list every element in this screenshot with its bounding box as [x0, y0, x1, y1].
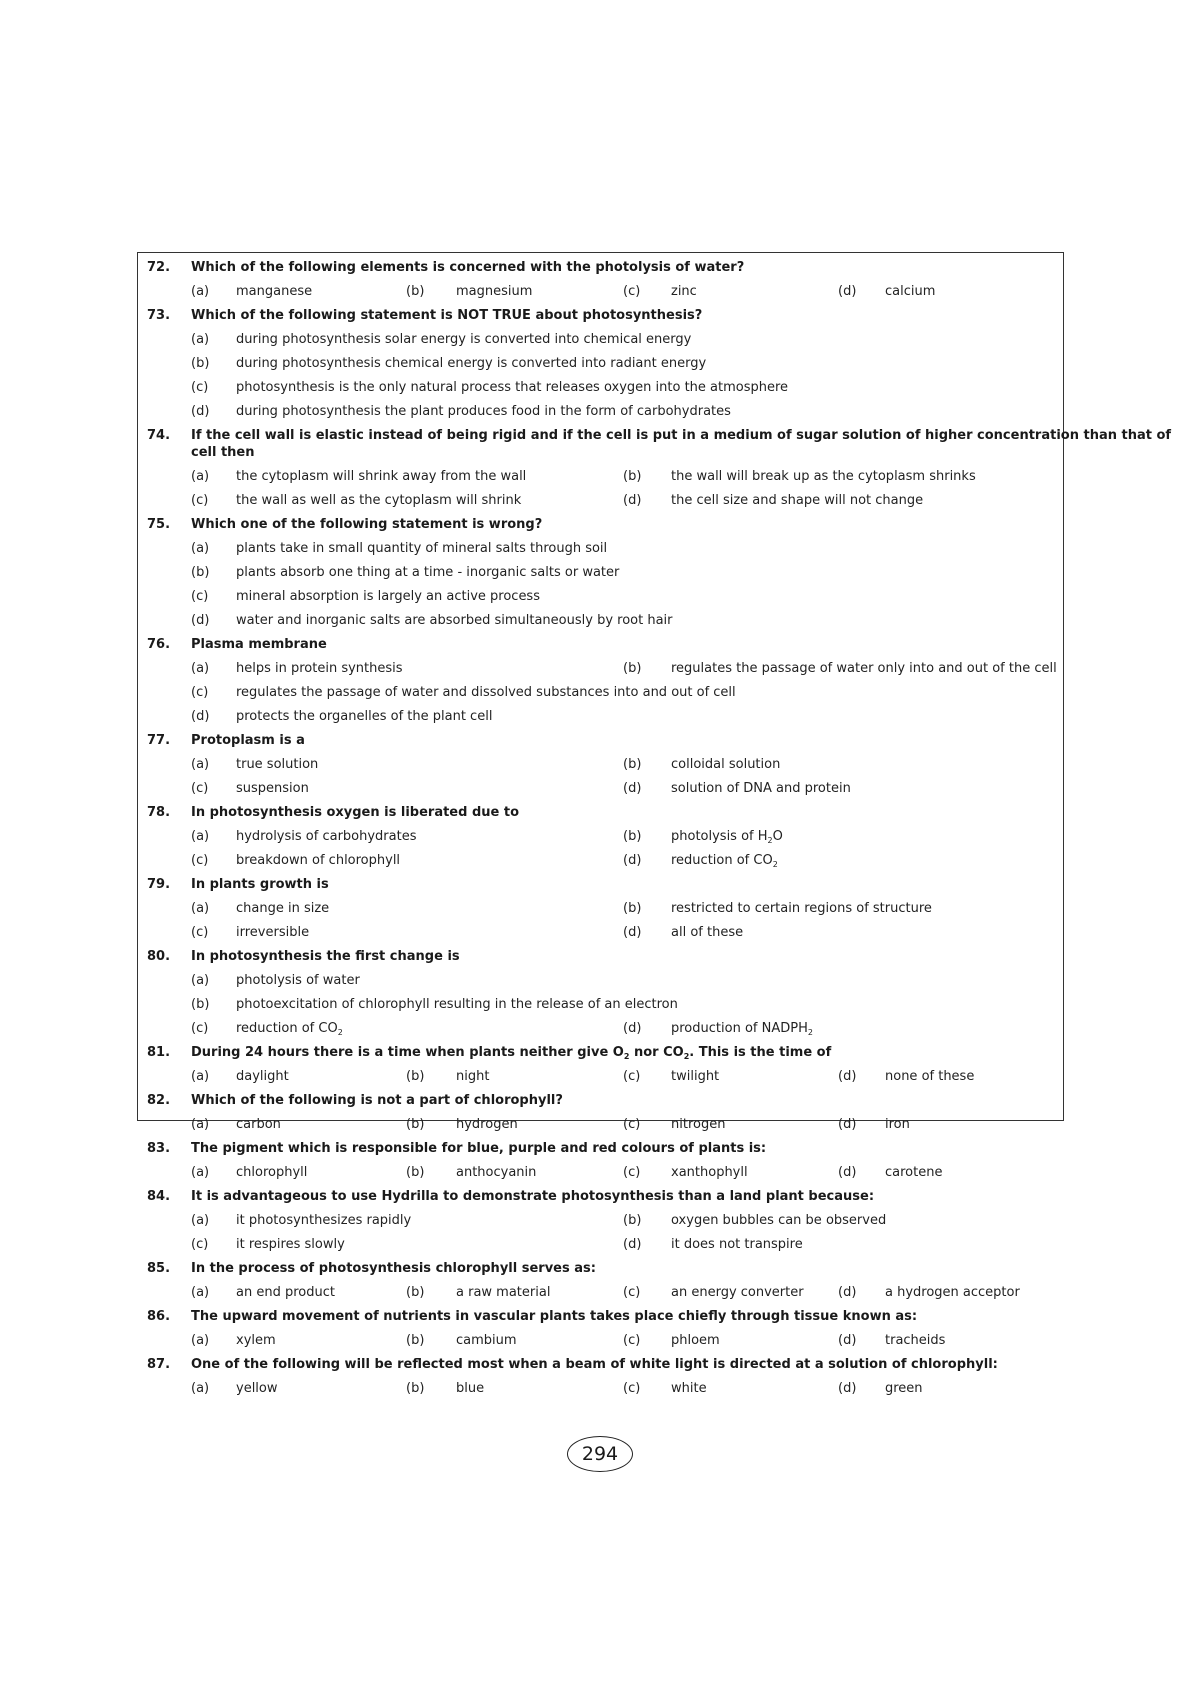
- options-row: [137, 660, 1062, 684]
- option-row: [137, 540, 1062, 564]
- option-text: a hydrogen acceptor: [885, 1285, 1020, 1300]
- options-row: [137, 283, 1062, 307]
- option-text: the cell size and shape will not change: [671, 493, 924, 508]
- option-label: (a): [191, 901, 210, 916]
- option-text: oxygen bubbles can be observed: [671, 1213, 887, 1228]
- option-text: photoexcitation of chlorophyll resulting in the release of an electron: [236, 997, 678, 1012]
- option-text: true solution: [236, 757, 319, 772]
- options-row: [137, 492, 1062, 516]
- option-text: yellow: [236, 1381, 278, 1396]
- options-row: [137, 1332, 1062, 1356]
- option-label: (b): [406, 1333, 425, 1348]
- option-text: it respires slowly: [236, 1237, 345, 1252]
- option-text: it does not transpire: [671, 1237, 803, 1252]
- option-row: [137, 355, 1062, 379]
- option-label: (c): [191, 380, 209, 395]
- option-text: photosynthesis is the only natural process that releases oxygen into the atmosphere: [236, 380, 789, 395]
- question-81: [137, 1044, 1062, 1068]
- question-text: In photosynthesis oxygen is liberated due to: [191, 805, 520, 820]
- options-row: [137, 468, 1062, 492]
- question-number: 75.: [147, 517, 171, 532]
- option-text: suspension: [236, 781, 309, 796]
- question-75: [137, 516, 1062, 540]
- option-text: production of $NADPH_2$: [671, 1021, 813, 1037]
- option-text: the wall as well as the cytoplasm will shrink: [236, 493, 522, 508]
- question-number: 78.: [147, 805, 171, 820]
- option-row: [137, 379, 1062, 403]
- option-label: (a): [191, 541, 210, 556]
- option-label: (d): [838, 284, 857, 299]
- question-84: [137, 1188, 1062, 1212]
- option-text: cambium: [456, 1333, 517, 1348]
- options-row: [137, 1020, 1062, 1044]
- question-83: [137, 1140, 1062, 1164]
- option-text: magnesium: [456, 284, 533, 299]
- options-row: [137, 1380, 1062, 1404]
- option-text: an end product: [236, 1285, 335, 1300]
- option-text: zinc: [671, 284, 697, 299]
- option-label: (d): [838, 1285, 857, 1300]
- option-text: photolysis of water: [236, 973, 360, 988]
- options-row: [137, 780, 1062, 804]
- option-label: (a): [191, 1285, 210, 1300]
- question-77: [137, 732, 1062, 756]
- option-label: (b): [623, 757, 642, 772]
- option-label: (a): [191, 1213, 210, 1228]
- question-number: 83.: [147, 1141, 171, 1156]
- option-row: [137, 403, 1062, 427]
- option-text: carbon: [236, 1117, 281, 1132]
- option-label: (a): [191, 1069, 210, 1084]
- option-label: (b): [191, 356, 210, 371]
- question-number: 77.: [147, 733, 171, 748]
- option-text: night: [456, 1069, 490, 1084]
- option-label: (b): [191, 565, 210, 580]
- option-text: calcium: [885, 284, 936, 299]
- question-73: [137, 307, 1062, 331]
- question-87: [137, 1356, 1062, 1380]
- question-text: The upward movement of nutrients in vascular plants takes place chiefly through tissue known as:: [191, 1309, 918, 1324]
- options-row: [137, 852, 1062, 876]
- option-row: [137, 612, 1062, 636]
- options-row: [137, 1116, 1062, 1140]
- question-number: 79.: [147, 877, 171, 892]
- option-text: nitrogen: [671, 1117, 726, 1132]
- option-label: (d): [623, 781, 642, 796]
- option-label: (c): [191, 781, 209, 796]
- option-text: carotene: [885, 1165, 943, 1180]
- option-label: (d): [838, 1381, 857, 1396]
- question-number: 86.: [147, 1309, 171, 1324]
- option-text: white: [671, 1381, 707, 1396]
- question-text: In plants growth is: [191, 877, 329, 892]
- options-row: [137, 924, 1062, 948]
- option-label: (b): [623, 661, 642, 676]
- options-row: [137, 756, 1062, 780]
- option-label: (d): [623, 925, 642, 940]
- question-number: 87.: [147, 1357, 171, 1372]
- option-label: (b): [406, 1285, 425, 1300]
- option-label: (a): [191, 973, 210, 988]
- option-label: (b): [623, 469, 642, 484]
- option-label: (c): [191, 1237, 209, 1252]
- options-row: [137, 1164, 1062, 1188]
- option-text: solution of DNA and protein: [671, 781, 851, 796]
- option-label: (c): [623, 1117, 641, 1132]
- option-row: [137, 588, 1062, 612]
- option-label: (c): [623, 1285, 641, 1300]
- options-row: [137, 1212, 1062, 1236]
- option-label: (b): [406, 1165, 425, 1180]
- option-label: (c): [191, 589, 209, 604]
- option-text: the wall will break up as the cytoplasm shrinks: [671, 469, 976, 484]
- option-label: (c): [191, 1021, 209, 1036]
- option-label: (a): [191, 1381, 210, 1396]
- question-number: 72.: [147, 260, 171, 275]
- question-78: [137, 804, 1062, 828]
- option-text: change in size: [236, 901, 330, 916]
- option-text: iron: [885, 1117, 910, 1132]
- option-text: tracheids: [885, 1333, 946, 1348]
- question-number: 85.: [147, 1261, 171, 1276]
- question-text-line1: If the cell wall is elastic instead of being rigid and if the cell is put in a medium of sugar solution of higher concentration than that of: [191, 428, 1172, 443]
- option-label: (a): [191, 1333, 210, 1348]
- question-number: 74.: [147, 428, 171, 443]
- option-text: during photosynthesis the plant produces food in the form of carbohydrates: [236, 404, 731, 419]
- options-row: [137, 828, 1062, 852]
- option-text: xanthophyll: [671, 1165, 748, 1180]
- question-number: 81.: [147, 1045, 171, 1060]
- option-label: (c): [191, 925, 209, 940]
- option-text: photolysis of $H_2O$: [671, 829, 783, 845]
- option-row: [137, 684, 1062, 708]
- options-row: [137, 900, 1062, 924]
- option-label: (d): [838, 1333, 857, 1348]
- option-row: [137, 996, 1062, 1020]
- option-label: (a): [191, 661, 210, 676]
- question-86: [137, 1308, 1062, 1332]
- option-text: xylem: [236, 1333, 276, 1348]
- option-label: (a): [191, 829, 210, 844]
- option-label: (c): [623, 1333, 641, 1348]
- option-text: mineral absorption is largely an active process: [236, 589, 540, 604]
- option-text: regulates the passage of water only into and out of the cell: [671, 661, 1057, 676]
- question-number: 84.: [147, 1189, 171, 1204]
- question-text: Plasma membrane: [191, 637, 327, 652]
- option-text: hydrolysis of carbohydrates: [236, 829, 417, 844]
- option-text: plants absorb one thing at a time - inorganic salts or water: [236, 565, 620, 580]
- option-label: (d): [623, 1237, 642, 1252]
- option-text: daylight: [236, 1069, 289, 1084]
- option-label: (b): [406, 1117, 425, 1132]
- option-label: (c): [191, 685, 209, 700]
- question-number: 76.: [147, 637, 171, 652]
- option-text: twilight: [671, 1069, 720, 1084]
- option-label: (d): [191, 404, 210, 419]
- question-text: It is advantageous to use Hydrilla to demonstrate photosynthesis than a land plant because:: [191, 1189, 875, 1204]
- option-text: plants take in small quantity of mineral salts through soil: [236, 541, 608, 556]
- option-label: (c): [191, 493, 209, 508]
- question-82: [137, 1092, 1062, 1116]
- question-text: Which one of the following statement is wrong?: [191, 517, 543, 532]
- option-label: (b): [406, 1069, 425, 1084]
- option-label: (c): [623, 284, 641, 299]
- option-text: none of these: [885, 1069, 975, 1084]
- question-text: One of the following will be reflected most when a beam of white light is directed at a solution of chlorophyll:: [191, 1357, 998, 1372]
- question-text: During 24 hours there is a time when plants neither give $O_2$ nor $CO_2$. This is the time of: [191, 1045, 832, 1061]
- question-text: The pigment which is responsible for blue, purple and red colours of plants is:: [191, 1141, 767, 1156]
- question-text: In photosynthesis the first change is: [191, 949, 460, 964]
- option-text: chlorophyll: [236, 1165, 308, 1180]
- option-label: (d): [191, 613, 210, 628]
- option-text: hydrogen: [456, 1117, 518, 1132]
- option-label: (a): [191, 1117, 210, 1132]
- question-79: [137, 876, 1062, 900]
- option-row: [137, 972, 1062, 996]
- option-label: (b): [406, 1381, 425, 1396]
- option-text: reduction of $CO_2$: [671, 853, 778, 869]
- option-text: all of these: [671, 925, 744, 940]
- question-76: [137, 636, 1062, 660]
- option-text: a raw material: [456, 1285, 551, 1300]
- option-text: helps in protein synthesis: [236, 661, 403, 676]
- question-text: Protoplasm is a: [191, 733, 305, 748]
- question-text: Which of the following elements is concerned with the photolysis of water?: [191, 260, 745, 275]
- option-text: protects the organelles of the plant cell: [236, 709, 493, 724]
- option-text: water and inorganic salts are absorbed simultaneously by root hair: [236, 613, 673, 628]
- option-label: (b): [623, 901, 642, 916]
- option-text: reduction of $CO_2$: [236, 1021, 343, 1037]
- option-label: (d): [838, 1117, 857, 1132]
- question-text: Which of the following statement is NOT TRUE about photosynthesis?: [191, 308, 703, 323]
- option-label: (a): [191, 332, 210, 347]
- option-text: phloem: [671, 1333, 720, 1348]
- question-number: 73.: [147, 308, 171, 323]
- question-text: Which of the following is not a part of chlorophyll?: [191, 1093, 563, 1108]
- option-label: (b): [191, 997, 210, 1012]
- option-label: (b): [623, 1213, 642, 1228]
- option-text: an energy converter: [671, 1285, 804, 1300]
- question-85: [137, 1260, 1062, 1284]
- question-text-line2: cell then: [191, 445, 255, 460]
- option-text: during photosynthesis chemical energy is converted into radiant energy: [236, 356, 707, 371]
- option-label: (a): [191, 757, 210, 772]
- option-row: [137, 708, 1062, 732]
- options-row: [137, 1068, 1062, 1092]
- option-text: during photosynthesis solar energy is converted into chemical energy: [236, 332, 692, 347]
- question-74: [137, 427, 1172, 463]
- option-text: it photosynthesizes rapidly: [236, 1213, 412, 1228]
- option-text: regulates the passage of water and dissolved substances into and out of cell: [236, 685, 736, 700]
- option-label: (c): [191, 853, 209, 868]
- option-label: (d): [623, 1021, 642, 1036]
- option-row: [137, 564, 1062, 588]
- option-row: [137, 331, 1062, 355]
- question-80: [137, 948, 1062, 972]
- option-label: (b): [406, 284, 425, 299]
- option-text: restricted to certain regions of structure: [671, 901, 932, 916]
- question-number: 80.: [147, 949, 171, 964]
- option-text: irreversible: [236, 925, 310, 940]
- page-number: 294: [567, 1436, 633, 1472]
- option-label: (d): [191, 709, 210, 724]
- option-label: (a): [191, 284, 210, 299]
- options-row: [137, 1236, 1062, 1260]
- question-number: 82.: [147, 1093, 171, 1108]
- option-text: the cytoplasm will shrink away from the wall: [236, 469, 527, 484]
- option-label: (a): [191, 1165, 210, 1180]
- option-text: manganese: [236, 284, 313, 299]
- option-label: (c): [623, 1069, 641, 1084]
- option-label: (c): [623, 1165, 641, 1180]
- option-label: (a): [191, 469, 210, 484]
- option-label: (d): [838, 1069, 857, 1084]
- option-label: (d): [623, 493, 642, 508]
- option-text: green: [885, 1381, 923, 1396]
- option-label: (d): [623, 853, 642, 868]
- question-72: [137, 259, 1062, 283]
- options-row: [137, 1284, 1062, 1308]
- option-label: (c): [623, 1381, 641, 1396]
- option-text: anthocyanin: [456, 1165, 537, 1180]
- option-label: (b): [623, 829, 642, 844]
- option-text: breakdown of chlorophyll: [236, 853, 401, 868]
- option-text: blue: [456, 1381, 485, 1396]
- option-text: colloidal solution: [671, 757, 781, 772]
- option-label: (d): [838, 1165, 857, 1180]
- question-text: In the process of photosynthesis chlorophyll serves as:: [191, 1261, 596, 1276]
